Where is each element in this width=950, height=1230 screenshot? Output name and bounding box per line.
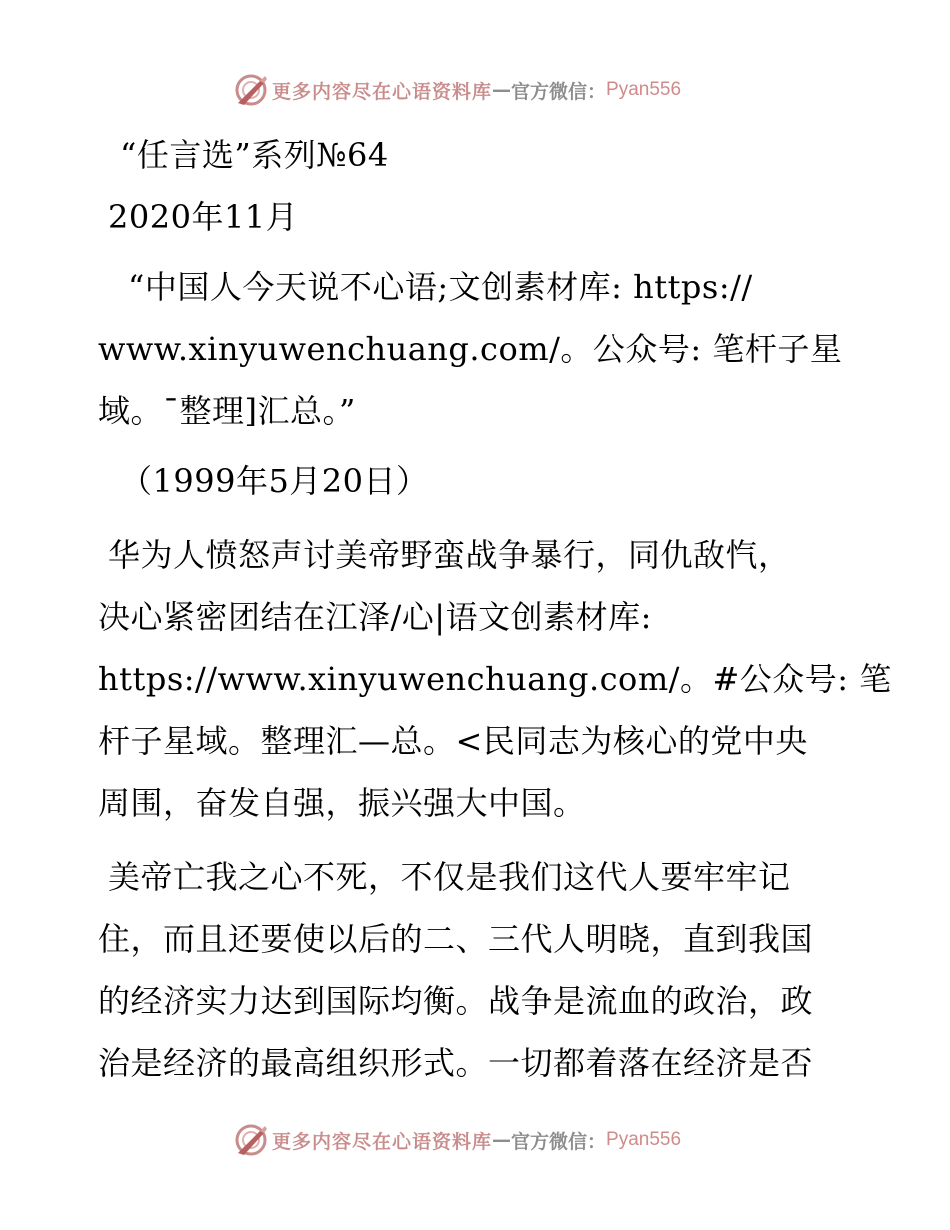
speech-date: （1999年5月20日） (120, 462, 429, 500)
watermark-wechat-id: Pyan556 (606, 1129, 682, 1150)
quote-line: www.xinyuwenchuang.com/。公众号: 笔杆子星 (98, 330, 843, 368)
paragraph-line: 华为人愤怒声讨美帝野蛮战争暴行，同仇敌忾， (108, 536, 791, 574)
header-watermark (234, 72, 681, 108)
quote-block (98, 256, 850, 442)
watermark-sub-text: 官方微信： (511, 1130, 607, 1153)
quote-line: 域。¯整理]汇总。” (98, 392, 356, 430)
watermark-main-text: 更多内容尽在心语资料库 (272, 80, 493, 103)
paragraph-line: 的经济实力达到国际均衡。战争是流血的政治，政 (98, 982, 814, 1020)
paragraph-1 (98, 524, 892, 834)
document-body (98, 124, 892, 1094)
document-date: 2020年11月 (108, 198, 299, 236)
paragraph-line: 住，而且还要使以后的二、三代人明晓，直到我国 (98, 920, 814, 958)
paragraph-line: https://www.xinyuwenchuang.com/。#公众号: 笔 (98, 660, 892, 698)
watermark-main-text: 更多内容尽在心语资料库 (272, 1130, 493, 1153)
footer-watermark (234, 1122, 681, 1158)
paragraph-line: 治是经济的最高组织形式。一切都着落在经济是否 (98, 1044, 814, 1082)
pen-logo-icon (234, 1123, 268, 1157)
watermark-wechat-id: Pyan556 (606, 79, 682, 100)
pen-logo-icon (234, 73, 268, 107)
paragraph-line: 杆子星域。整理汇—总。<民同志为核心的党中央 (98, 722, 808, 760)
watermark-dash: — (492, 1129, 512, 1151)
paragraph-2 (98, 846, 850, 1094)
watermark-sub-text: 官方微信： (511, 80, 607, 103)
paragraph-line: 决心紧密团结在江泽/心|语文创素材库: (98, 598, 652, 636)
paragraph-line: 美帝亡我之心不死，不仅是我们这代人要牢牢记 (108, 858, 791, 896)
quote-line: “中国人今天说不心语;文创素材库: https:// (128, 268, 753, 306)
watermark-dash: — (492, 79, 512, 101)
paragraph-line: 周围，奋发自强，振兴强大中国。 (98, 784, 586, 822)
series-title: “任言选”系列№64 (120, 136, 389, 174)
